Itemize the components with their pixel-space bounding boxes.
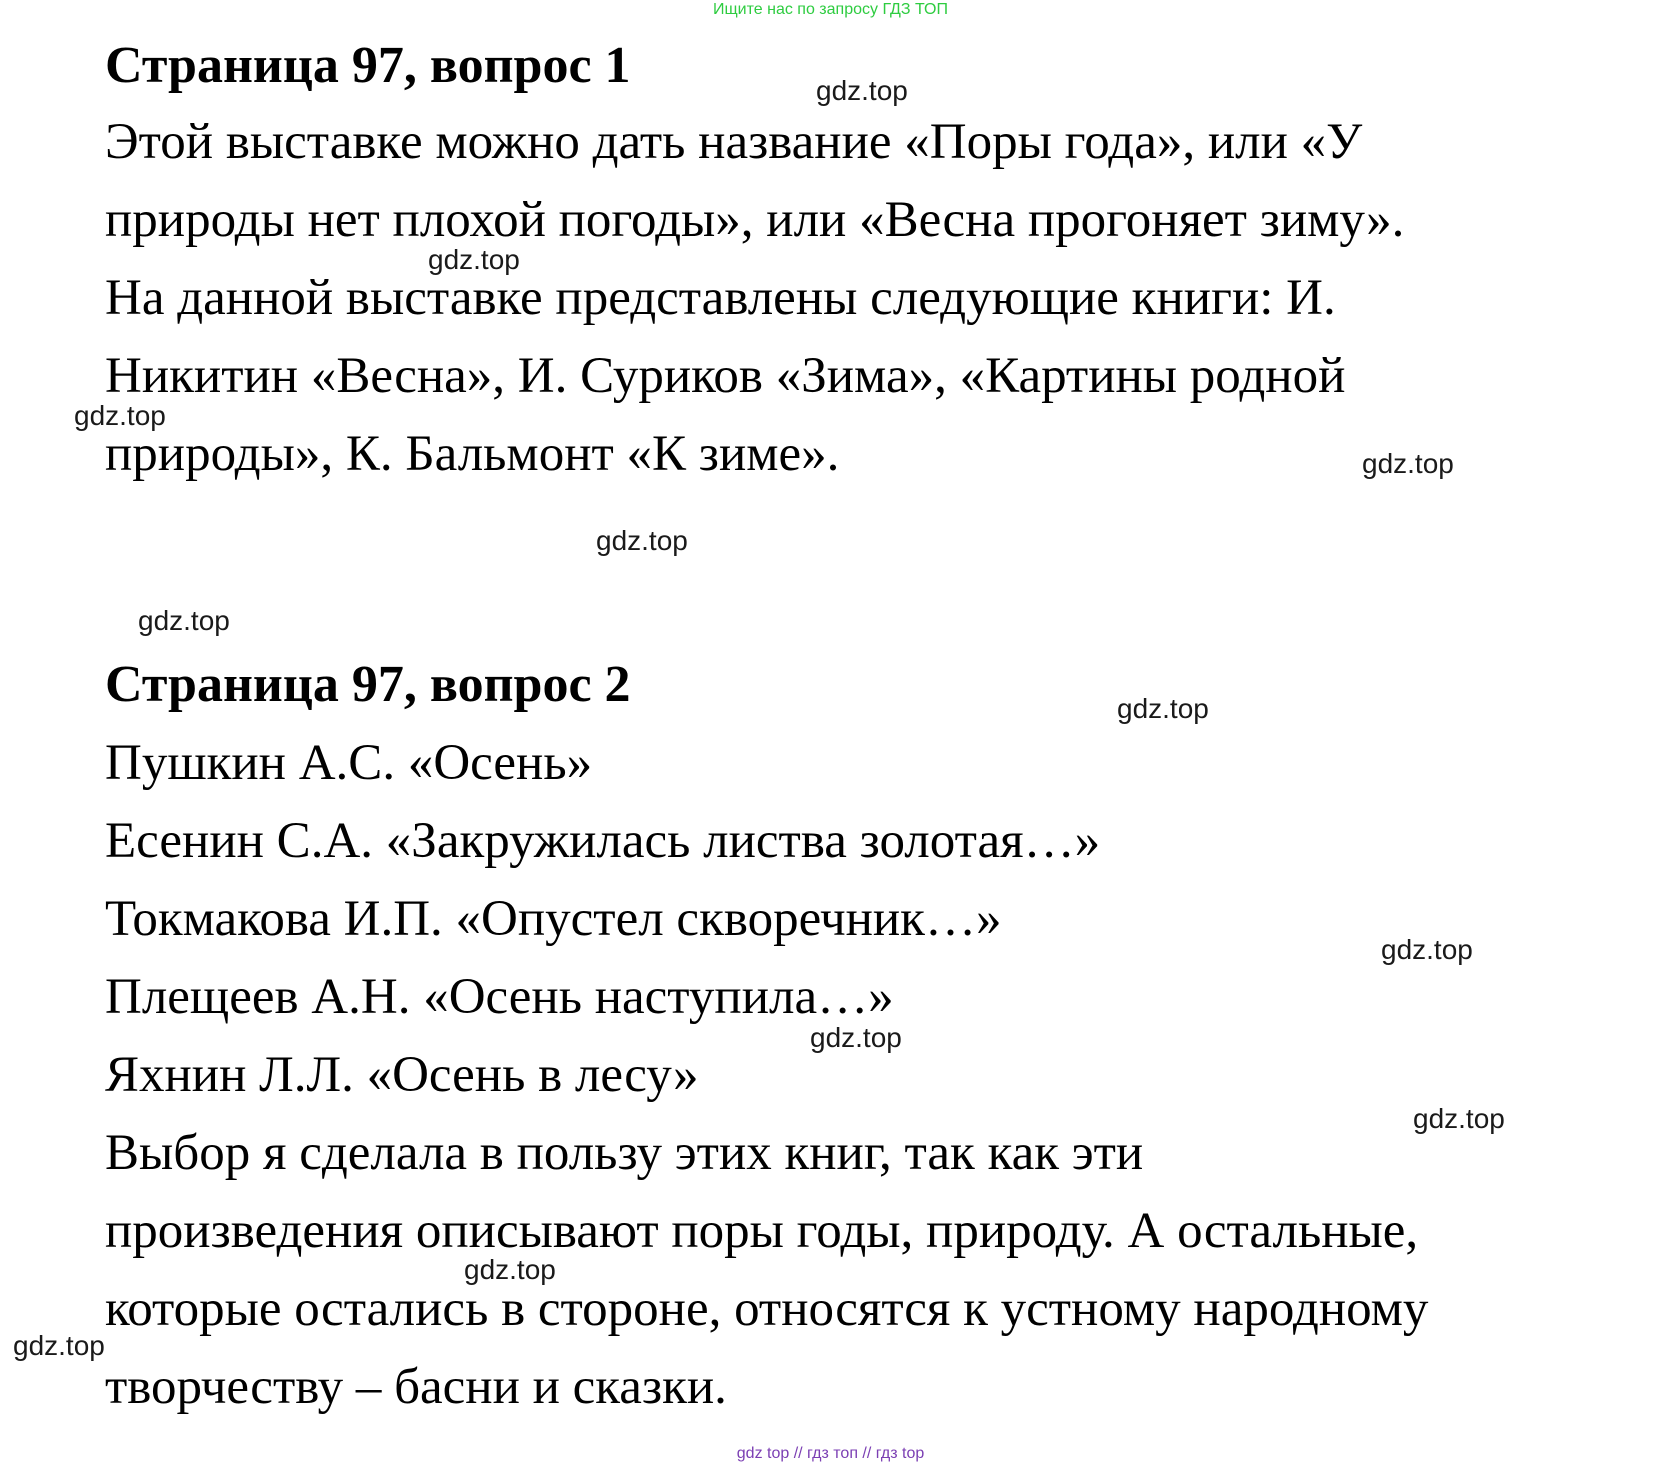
watermark: gdz.top — [1362, 448, 1454, 479]
section2-line-2: Есенин С.А. «Закружилась листва золотая…» — [105, 813, 1101, 869]
watermark: gdz.top — [138, 605, 230, 636]
section2-line-8: которые остались в стороне, относятся к устному народному — [105, 1281, 1429, 1337]
section2-line-9: творчеству – басни и сказки. — [105, 1359, 727, 1415]
section2-line-6: Выбор я сделала в пользу этих книг, так как эти — [105, 1125, 1144, 1181]
section1-line-2: природы нет плохой погоды», или «Весна прогоняет зиму». — [105, 192, 1405, 248]
watermark: gdz.top — [1381, 934, 1473, 965]
watermark: gdz.top — [428, 244, 520, 275]
section1-line-4: Никитин «Весна», И. Суриков «Зима», «Картины родной — [105, 348, 1346, 404]
watermark: gdz.top — [1117, 693, 1209, 724]
watermark: gdz.top — [464, 1254, 556, 1285]
section1-line-3: На данной выставке представлены следующие книги: И. — [105, 270, 1336, 326]
top-banner: Ищите нас по запросу ГДЗ ТОП — [713, 1, 948, 18]
section1-line-5: природы», К. Бальмонт «К зиме». — [105, 426, 840, 482]
section2-line-1: Пушкин А.С. «Осень» — [105, 735, 593, 791]
section1-heading: Страница 97, вопрос 1 — [105, 37, 631, 94]
section2-heading: Страница 97, вопрос 2 — [105, 656, 631, 713]
footer-watermark: gdz top // гдз топ // гдз top — [736, 1445, 925, 1462]
section2-line-5: Яхнин Л.Л. «Осень в лесу» — [105, 1047, 699, 1103]
watermark: gdz.top — [74, 400, 166, 431]
watermark: gdz.top — [596, 525, 688, 556]
section1-line-1: Этой выставке можно дать название «Поры года», или «У — [105, 114, 1363, 170]
watermark: gdz.top — [13, 1330, 105, 1361]
section2-line-7: произведения описывают поры годы, природу. А остальные, — [105, 1203, 1419, 1259]
watermark: gdz.top — [1413, 1103, 1505, 1134]
section2-line-3: Токмакова И.П. «Опустел скворечник…» — [105, 891, 1002, 947]
watermark: gdz.top — [810, 1022, 902, 1053]
watermark: gdz.top — [816, 75, 908, 106]
section2-line-4: Плещеев А.Н. «Осень наступила…» — [105, 969, 894, 1025]
